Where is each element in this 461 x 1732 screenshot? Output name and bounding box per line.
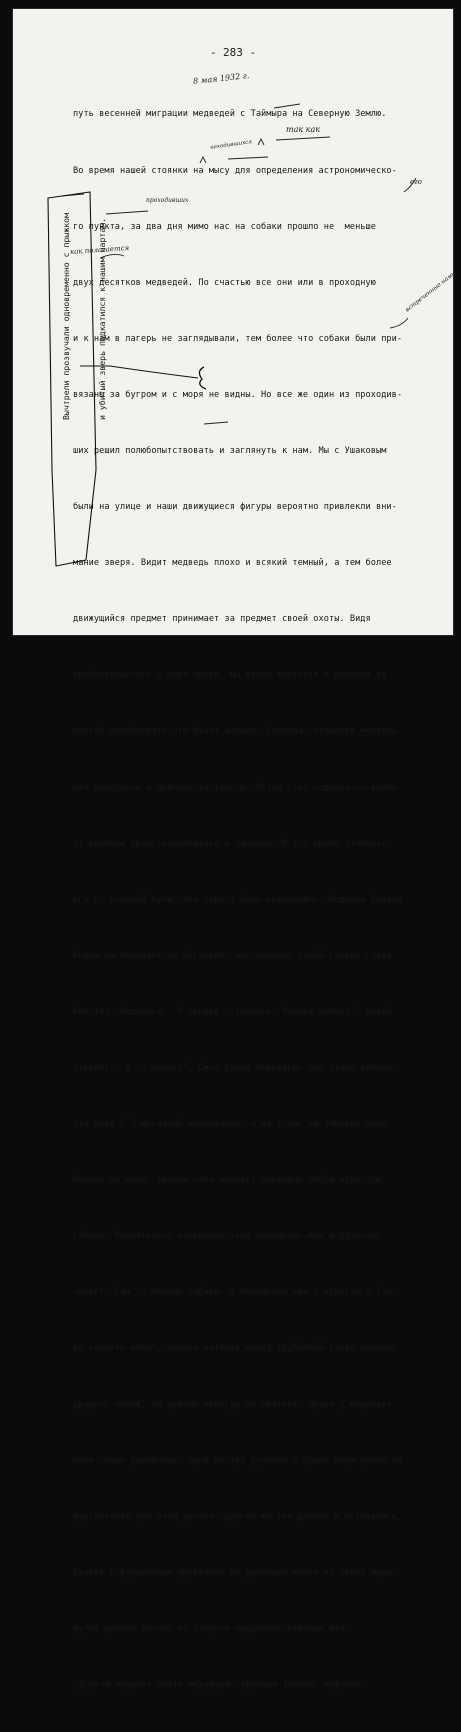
text-line: собаку. Удивительно поведение этих маленьких,как игрушечных xyxy=(73,1231,382,1242)
handwritten-ego: его xyxy=(410,178,422,186)
margin-insert-note xyxy=(36,50,132,420)
text-line: Во время нашей стоянки на мысу для определения астрономическо- xyxy=(73,165,397,176)
page-number: - 283 - xyxy=(209,46,257,59)
text-line: бывало не мало, ударом лапы швыряет навзничь любую взрослую xyxy=(73,1175,382,1186)
text-line: вязаны за бугром и с моря не видны. Но все же один из проходив- xyxy=(73,389,403,400)
text-line: рук,ласково при этом урчали, другие же так дикими и оставались. xyxy=(73,1511,403,1522)
text-line: его от снежной кучи, или тороса было невозможно. Подпола близко xyxy=(73,894,403,905)
text-line: от времени приостанавливаясь и замирал. В это время отличить xyxy=(73,838,387,849)
handwritten-prokhodivshikh: проходивших xyxy=(146,197,189,204)
text-line: ших решил полюбопытствовать и заглянуть к нам. Мы с Ушаковым xyxy=(73,445,387,456)
text-line: Ушаков с Журавлевым привозили их довольно много из своих марш- xyxy=(73,1567,397,1578)
text-line: что даже 2-3 месячный медвежонок, а их у нас на зимовке пере- xyxy=(73,1119,392,1130)
text-line: Другой предмет охоты медведей- крупные тюлени- морские xyxy=(79,1680,362,1691)
text-line: нартой понаблюдать,что будет дальше. Сначала, издалека медведь xyxy=(73,726,397,737)
text-line: шел крадучись и прячась за торосы. Потом стал подползать,время xyxy=(73,782,397,793)
text-line: ударить лапой, но зубами никогда не хватает. Нравы у медвежат xyxy=(73,1399,392,1410)
text-line: были самые различные. Одни быстро ручнели и брали корм прямо из xyxy=(73,1455,403,1466)
text-line: стрелять, а то махнет". Сила удара медвежьих лап столь велика, xyxy=(73,1063,397,1073)
text-line: блестят. Поджался. К прыжку готовился. Ушаков шепчет " давай xyxy=(73,1006,392,1017)
text-line: го пункта, за два дня мимо нас на собаки прошло не меньше xyxy=(73,221,376,232)
text-line: были на улице и наши движущиеся фигуры вероятно привлекли вни- xyxy=(73,502,397,513)
document-page xyxy=(12,8,454,1691)
text-line: же сердито шипит, смешно вытянув морду трубочкой,также норовит xyxy=(73,1343,397,1354)
text-line: рутов ранней весной по забросе продовольственных баз. xyxy=(73,1623,350,1634)
handwritten-tak-kak: так как xyxy=(286,125,320,134)
text-line: приближающегося с моря зверя, мы взяли винтовки и присели за xyxy=(73,670,387,681)
margin-note-line: Вычтрели прозвучали одновременно с прыжком xyxy=(61,212,71,420)
text-line: путь весенней миграции медведей с Таймыра на Северную Землю. xyxy=(73,109,387,120)
text-line: и к нам в лагерь не заглядывали, тем более что собаки были при- xyxy=(73,333,403,344)
text-line: двух десятков медведей. По счастью все они или в проходную xyxy=(73,277,376,288)
handwritten-kak-polagaetsya: как полагается xyxy=(69,243,130,257)
handwritten-vstrechennye: встреченные нами xyxy=(404,269,458,314)
text-line: Видим выглядывает за бугорком, нос прикрыт лапой,только глаза xyxy=(73,950,392,961)
text-line: мание зверя. Видит медведь плохо и всякий темный, а тем более xyxy=(73,558,392,569)
text-line: зверят. Сам то меньше собаки, а поведение как у взрослого.Так- xyxy=(73,1287,397,1298)
handwritten-date: 8 мая 1932 г. xyxy=(192,71,250,86)
margin-note-line: и убитый зверь подкатился к нашим нартам. xyxy=(97,217,107,420)
handwritten-nakhodivshikhsya: находившихся xyxy=(209,139,253,151)
text-line: движущийся предмет принимает за предмет своей охоты. Видя xyxy=(73,614,371,625)
